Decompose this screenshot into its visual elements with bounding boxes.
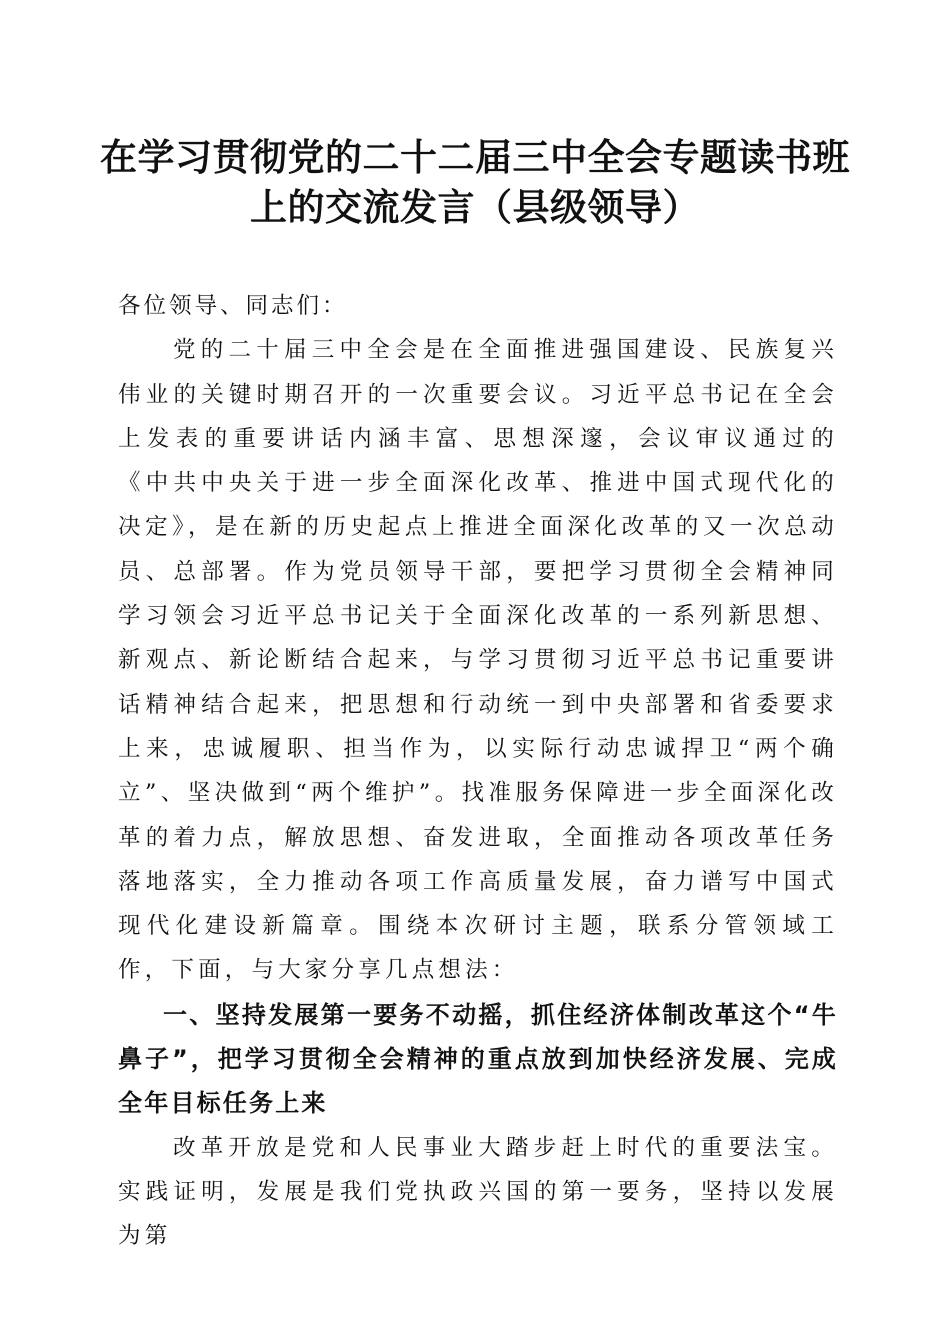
paragraph-intro: 党的二十届三中全会是在全面推进强国建设、民族复兴伟业的关键时期召开的一次重要会议。习近平总书记在全会上发表的重要讲话内涵丰富、思想深邃，会议审议通过的《中共中央关于进一步全面深化改革、推进中国式现代化的决定》，是在新的历史起点上推进全面深化改革的又一次总动员、总部署。作为党员领导干部，要把学习贯彻全会精神同学习领会习近平总书记关于全面深化改革的一系列新思想、新观点、新论断结合起来，与学习贯彻习近平总书记重要讲话精神结合起来，把思想和行动统一到中央部署和省委要求上来，忠诚履职、担当作为，以实际行动忠诚捍卫“两个确立”、坚决做到“两个维护”。找准服务保障进一步全面深化改革的着力点，解放思想、奋发进取，全面推动各项改革任务落地落实，全力推动各项工作高质量发展，奋力谱写中国式现代化建设新篇章。围绕本次研讨主题，联系分管领域工作，下面，与大家分享几点想法： — [118, 337, 838, 984]
title-line-1: 在学习贯彻党的二十二届三中全会专题读书班 — [100, 135, 850, 179]
title-line-2: 上的交流发言（县级领导） — [250, 185, 700, 229]
document-body — [118, 284, 838, 1259]
section-heading-1: 一、坚持发展第一要务不动摇，抓住经济体制改革这个“牛鼻子”，把学习贯彻全会精神的重点放到加快经济发展、完成全年目标任务上来 — [118, 1000, 838, 1118]
paragraph-section-1: 改革开放是党和人民事业大踏步赶上时代的重要法宝。实践证明，发展是我们党执政兴国的第一要务，坚持以发展为第 — [118, 1134, 838, 1250]
salutation: 各位领导、同志们： — [118, 293, 348, 319]
document-title — [90, 132, 860, 232]
